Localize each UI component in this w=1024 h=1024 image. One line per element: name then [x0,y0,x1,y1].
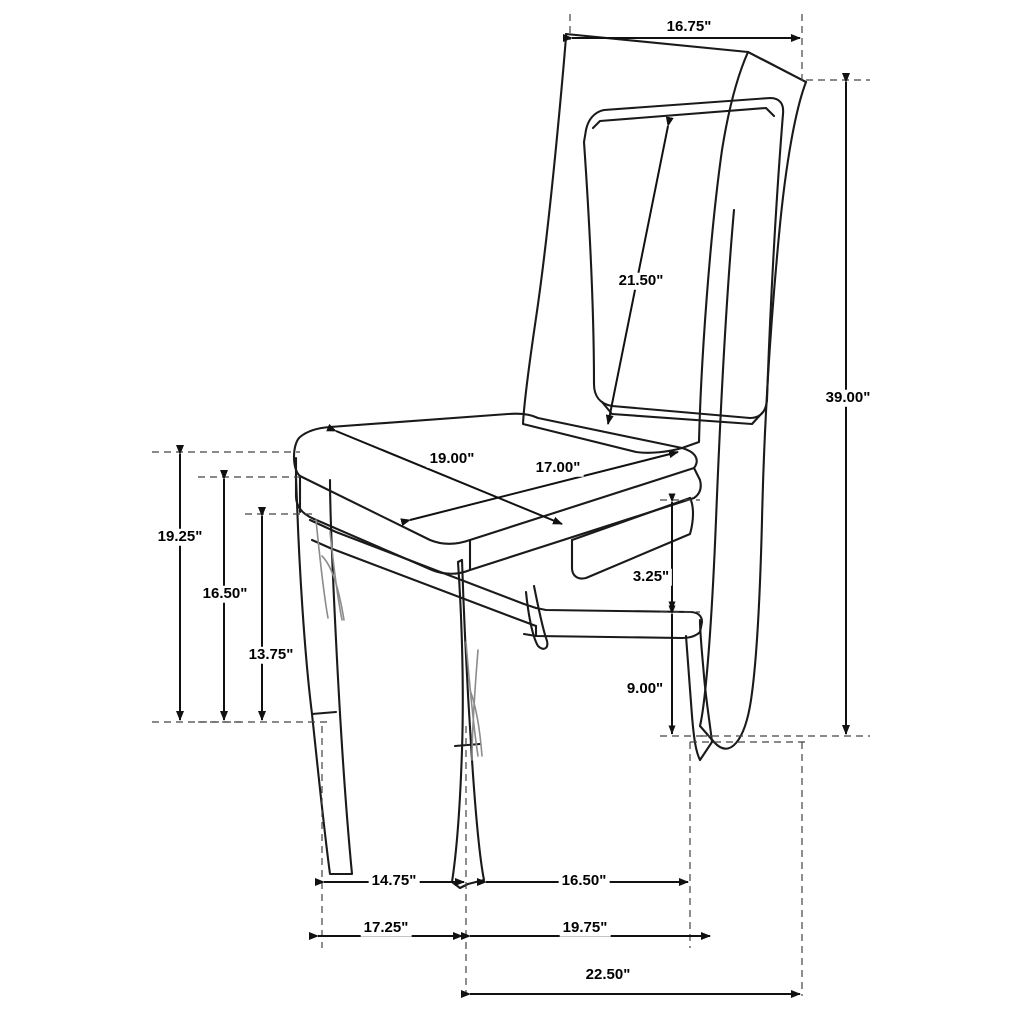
dimension-label-seat-height-mid: 16.50" [200,586,251,603]
dimension-arrows [180,38,846,994]
dimension-label-overall-height: 39.00" [823,390,874,407]
dimension-label-back-width: 16.75" [664,19,715,36]
dimension-label-stretcher-height: 13.75" [246,647,297,664]
dimension-label-overall-depth: 22.50" [583,967,634,984]
dimension-label-front-span: 17.25" [361,920,412,937]
dimension-label-rail-height: 9.00" [624,681,666,698]
dimension-label-seat-depth-diagonal: 19.00" [427,451,478,468]
dimension-label-back-height: 21.50" [616,273,667,290]
dimension-label-apron-height: 3.25" [630,569,672,586]
dimension-label-seat-width-diagonal: 17.00" [533,460,584,477]
dimension-label-rear-span: 19.75" [560,920,611,937]
dimension-label-front-leg-offset: 14.75" [369,873,420,890]
dimension-label-seat-height-left: 19.25" [155,529,206,546]
dimension-label-rear-leg-offset: 16.50" [559,873,610,890]
